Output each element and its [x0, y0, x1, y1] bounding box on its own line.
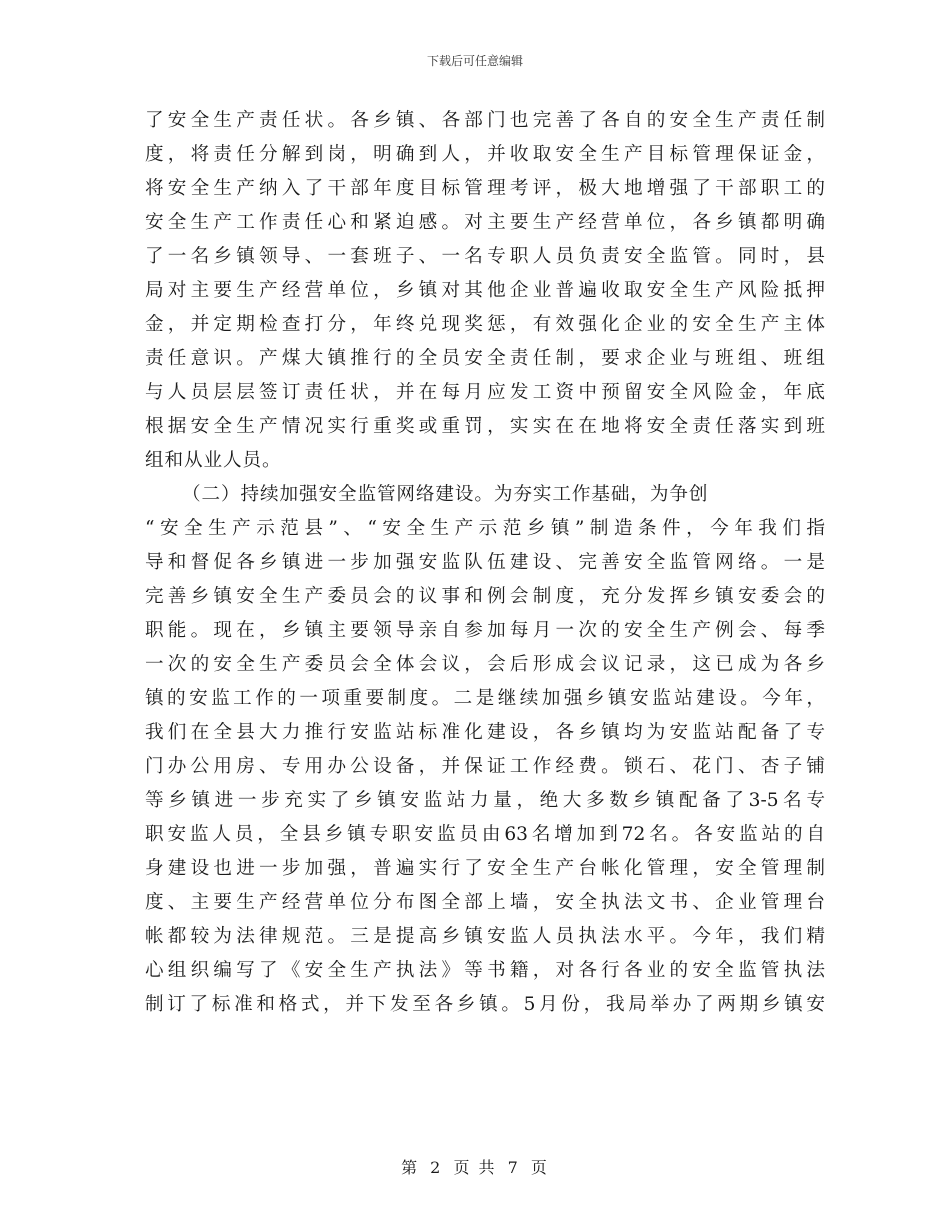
- current-page-number: 2: [430, 1158, 443, 1177]
- page-footer: [0, 1155, 950, 1178]
- footer-suffix: 页: [530, 1158, 549, 1177]
- text-line: 门办公用房、专用办公设备，并保证工作经费。锁石、花门、杏子铺: [145, 756, 825, 777]
- footer-middle: 页 共: [453, 1158, 497, 1177]
- text-line: 度，将责任分解到岗，明确到人，并收取安全生产目标管理保证金，: [145, 144, 825, 165]
- text-line: 制订了标准和格式，并下发至各乡镇。5月份，我局举办了两期乡镇安: [145, 994, 825, 1015]
- text-line: 组和从业人员。: [145, 450, 282, 471]
- header-note: 下载后可任意编辑: [426, 54, 523, 68]
- text-line: 身建设也进一步加强，普遍实行了安全生产台帐化管理，安全管理制: [145, 858, 825, 879]
- text-line: 完善乡镇安全生产委员会的议事和例会制度，充分发挥乡镇安委会的: [145, 586, 825, 607]
- text-line: 导和督促各乡镇进一步加强安监队伍建设、完善安全监管网络。一是: [145, 552, 825, 573]
- text-line: 将安全生产纳入了干部年度目标管理考评，极大地增强了干部职工的: [145, 178, 825, 199]
- text-line: 责任意识。产煤大镇推行的全员安全责任制，要求企业与班组、班组: [145, 348, 825, 369]
- text-line: 帐都较为法律规范。三是提高乡镇安监人员执法水平。今年，我们精: [145, 926, 825, 947]
- text-line: 职能。现在，乡镇主要领导亲自参加每月一次的安全生产例会、每季: [145, 620, 825, 641]
- text-line: “安全生产示范县”、“安全生产示范乡镇”制造条件，今年我们指: [145, 518, 825, 539]
- section-heading-line: （二）持续加强安全监管网络建设。为夯实工作基础，为争创: [182, 484, 709, 505]
- text-line: 镇的安监工作的一项重要制度。二是继续加强乡镇安监站建设。今年，: [145, 688, 825, 709]
- text-line: 等乡镇进一步充实了乡镇安监站力量，绝大多数乡镇配备了3-5名专: [145, 790, 825, 811]
- text-line: 职安监人员，全县乡镇专职安监员由63名增加到72名。各安监站的自: [145, 824, 825, 845]
- text-line: 了一名乡镇领导、一套班子、一名专职人员负责安全监管。同时，县: [145, 246, 825, 267]
- text-line: 我们在全县大力推行安监站标准化建设，各乡镇均为安监站配备了专: [145, 722, 825, 743]
- text-line: 了安全生产责任状。各乡镇、各部门也完善了各自的安全生产责任制: [145, 110, 825, 131]
- body-text: [145, 104, 825, 1022]
- text-line: 局对主要生产经营单位，乡镇对其他企业普遍收取安全生产风险抵押: [145, 280, 825, 301]
- text-line: 度、主要生产经营单位分布图全部上墙，安全执法文书、企业管理台: [145, 892, 825, 913]
- text-line: 与人员层层签订责任状，并在每月应发工资中预留安全风险金，年底: [145, 382, 825, 403]
- footer-prefix: 第: [401, 1158, 420, 1177]
- text-line: 金，并定期检查打分，年终兑现奖惩，有效强化企业的安全生产主体: [145, 314, 825, 335]
- total-page-number: 7: [507, 1158, 520, 1177]
- text-line: 一次的安全生产委员会全体会议，会后形成会议记录，这已成为各乡: [145, 654, 825, 675]
- text-line: 安全生产工作责任心和紧迫感。对主要生产经营单位，各乡镇都明确: [145, 212, 825, 233]
- text-line: 心组织编写了《安全生产执法》等书籍，对各行各业的安全监管执法: [145, 960, 825, 981]
- text-line: 根据安全生产情况实行重奖或重罚，实实在在地将安全责任落实到班: [145, 416, 825, 437]
